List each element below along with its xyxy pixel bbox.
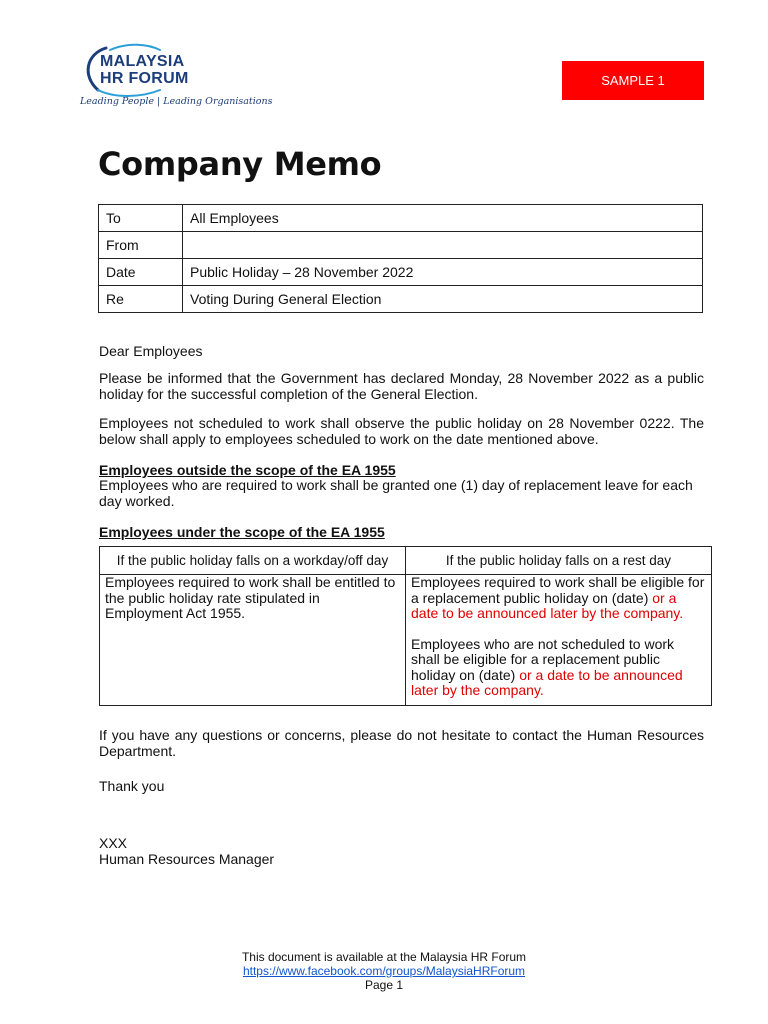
signer-name: XXX [99, 835, 128, 851]
header-row-from [99, 232, 703, 259]
section-heading-under-ea: Employees under the scope of the EA 1955 [99, 524, 385, 540]
header-value: Voting During General Election [183, 286, 703, 313]
header-label: Date [99, 259, 183, 286]
logo-line1: MALAYSIA [100, 53, 185, 70]
logo-tagline: Leading People | Leading Organisations [80, 96, 273, 107]
ea-col2-cell [406, 575, 712, 706]
ea-table-row [100, 575, 712, 706]
thank-you: Thank you [99, 778, 165, 794]
section-text-outside-ea: Employees who are required to work shall be granted one (1) day of replacement leave for each day worked. [99, 477, 693, 509]
ea-col2-para2-text: Employees who are not scheduled to work shall be eligible for a replacement public holiday on (date) [411, 635, 675, 683]
ea-col2-para1-text: Employees required to work shall be eligible for a replacement public holiday on (date) [411, 574, 705, 606]
footer-link[interactable]: https://www.facebook.com/groups/MalaysiaHRForum [242, 964, 526, 978]
header-label: Re [99, 286, 183, 313]
logo-line2: HR FORUM [100, 70, 189, 87]
ea-col2-para2-note: or a date to be announced later by the company. [411, 666, 683, 698]
ea-col2-para1 [411, 575, 706, 622]
paragraph-scope: Employees not scheduled to work shall observe the public holiday on 28 November 0222. The below shall apply to employees scheduled to work on the date mentioned above. [99, 415, 704, 447]
header-row-to [99, 205, 703, 232]
page-number: Page 1 [364, 978, 404, 992]
ea-col1-header: If the public holiday falls on a workday/off day [100, 547, 406, 575]
paragraph-announcement: Please be informed that the Government has declared Monday, 28 November 2022 as a public holiday for the successful completion of the General Election. [99, 370, 704, 402]
ea-col2-para1-note: or a date to be announced later by the company. [411, 589, 684, 621]
memo-header-table [98, 204, 703, 313]
footer [0, 950, 768, 992]
salutation: Dear Employees [99, 343, 203, 359]
header-label: From [99, 232, 183, 259]
ea-col2-para2 [411, 637, 706, 699]
header-value: Public Holiday – 28 November 2022 [183, 259, 703, 286]
page-title: Company Memo [98, 145, 382, 183]
ea-table [99, 546, 712, 706]
sample-badge: SAMPLE 1 [562, 61, 704, 100]
closing-paragraph: If you have any questions or concerns, please do not hesitate to contact the Human Resources Department. [99, 727, 704, 759]
ea-col1-cell [100, 575, 406, 706]
header-row-date [99, 259, 703, 286]
header-row-re [99, 286, 703, 313]
header-value: All Employees [183, 205, 703, 232]
logo-text [100, 53, 189, 87]
header-label: To [99, 205, 183, 232]
section-heading-outside-ea: Employees outside the scope of the EA 1955 [99, 462, 396, 478]
footer-note: This document is available at the Malaysia HR Forum [241, 950, 527, 964]
ea-col2-header: If the public holiday falls on a rest day [406, 547, 712, 575]
signer-title: Human Resources Manager [99, 851, 275, 867]
header-value [183, 232, 703, 259]
ea-col1-text: Employees required to work shall be entitled to the public holiday rate stipulated in Employment Act 1955. [105, 574, 396, 621]
ea-table-header-row [100, 547, 712, 575]
